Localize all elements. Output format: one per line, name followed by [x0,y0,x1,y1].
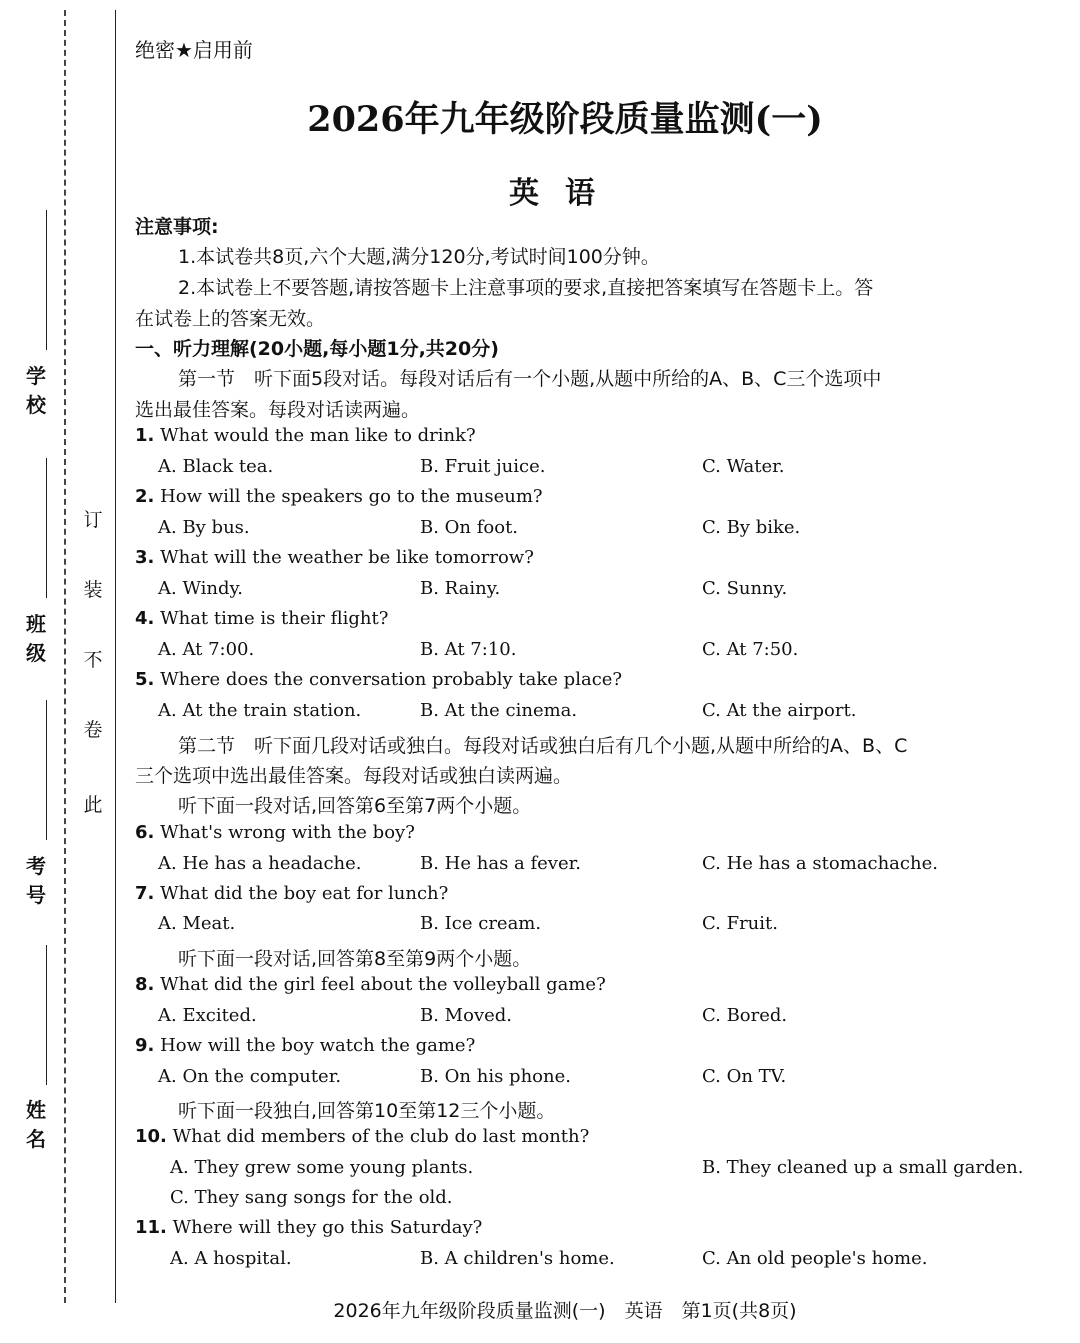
school-label: 学校 [26,364,46,417]
instruction-q6-7: 听下面一段对话,回答第6至第7两个小题。 [178,795,532,817]
q3-option-c: C. Sunny. [702,578,788,599]
q2-option-a: A. By bus. [158,517,250,538]
question-4: 4. What time is their flight? [135,608,389,629]
instruction-q10-12: 听下面一段独白,回答第10至第12三个小题。 [178,1100,556,1122]
confidential-mark: 绝密★启用前 [135,38,253,62]
subject-title: 英语 [509,176,621,211]
question-11: 11. Where will they go this Saturday? [135,1217,483,1238]
binding-char-bu: 不 [83,649,103,671]
q8-option-b: B. Moved. [420,1005,513,1026]
section2-instruction-line2: 三个选项中选出最佳答案。每段对话或独白读两遍。 [135,765,573,787]
q5-option-c: C. At the airport. [702,700,857,721]
q4-option-c: C. At 7:50. [702,639,799,660]
q2-option-b: B. On foot. [420,517,519,538]
instruction-q8-9: 听下面一段对话,回答第8至第9两个小题。 [178,948,532,970]
exam-title: 2026年九年级阶段质量监测(一) [307,99,823,140]
q6-option-a: A. He has a headache. [158,853,362,874]
question-9: 9. How will the boy watch the game? [135,1035,476,1056]
q7-option-b: B. Ice cream. [420,913,542,934]
exam-number-label: 考号 [26,854,46,907]
q11-option-c: C. An old people's home. [702,1248,928,1269]
q6-option-b: B. He has a fever. [420,853,581,874]
notice-item-2-line2: 在试卷上的答案无效。 [135,308,326,330]
school-field-line [46,210,47,350]
binding-char-zhuang: 装 [83,579,103,601]
question-10: 10. What did members of the club do last month? [135,1126,590,1147]
section1-instruction-line2: 选出最佳答案。每段对话读两遍。 [135,399,421,421]
binding-char-juan: 卷 [83,719,103,741]
q3-option-b: B. Rainy. [420,578,501,599]
question-1: 1. What would the man like to drink? [135,425,476,446]
q3-option-a: A. Windy. [158,578,243,599]
question-6: 6. What's wrong with the boy? [135,822,415,843]
binding-char-ding: 订 [83,509,103,531]
notice-item-1: 1.本试卷共8页,六个大题,满分120分,考试时间100分钟。 [178,246,660,268]
q1-option-a: A. Black tea. [158,456,274,477]
notice-heading: 注意事项: [135,216,219,238]
q10-option-a: A. They grew some young plants. [170,1157,474,1178]
question-3: 3. What will the weather be like tomorrow? [135,547,534,568]
q7-option-a: A. Meat. [158,913,236,934]
q9-option-b: B. On his phone. [420,1066,571,1087]
q9-option-c: C. On TV. [702,1066,787,1087]
q6-option-c: C. He has a stomachache. [702,853,938,874]
class-label: 班级 [26,612,46,665]
q1-option-b: B. Fruit juice. [420,456,546,477]
q11-option-a: A. A hospital. [170,1248,292,1269]
binding-char-ci: 此 [83,794,103,816]
question-8: 8. What did the girl feel about the volleyball game? [135,974,606,995]
q5-option-a: A. At the train station. [158,700,362,721]
notice-item-2-line1: 2.本试卷上不要答题,请按答题卡上注意事项的要求,直接把答案填写在答题卡上。答 [178,277,874,299]
q5-option-b: B. At the cinema. [420,700,578,721]
q10-option-c: C. They sang songs for the old. [170,1187,453,1208]
q10-option-b: B. They cleaned up a small garden. [702,1157,1024,1178]
question-5: 5. Where does the conversation probably take place? [135,669,623,690]
part1-heading: 一、听力理解(20小题,每小题1分,共20分) [135,338,499,360]
question-2: 2. How will the speakers go to the museum? [135,486,543,507]
q4-option-b: B. At 7:10. [420,639,517,660]
q1-option-c: C. Water. [702,456,785,477]
exam-number-field-line [46,700,47,840]
q7-option-c: C. Fruit. [702,913,778,934]
section2-instruction-line1: 第二节 听下面几段对话或独白。每段对话或独白后有几个小题,从题中所给的A、B、C [178,735,908,757]
name-field-line [46,945,47,1085]
section1-instruction-line1: 第一节 听下面5段对话。每段对话后有一个小题,从题中所给的A、B、C三个选项中 [178,368,882,390]
q11-option-b: B. A children's home. [420,1248,615,1269]
q4-option-a: A. At 7:00. [158,639,255,660]
page-footer: 2026年九年级阶段质量监测(一) 英语 第1页(共8页) [333,1300,797,1322]
q8-option-c: C. Bored. [702,1005,788,1026]
class-field-line [46,458,47,598]
q2-option-c: C. By bike. [702,517,801,538]
question-7: 7. What did the boy eat for lunch? [135,883,449,904]
name-label: 姓名 [26,1098,46,1151]
q9-option-a: A. On the computer. [158,1066,342,1087]
q8-option-a: A. Excited. [158,1005,257,1026]
